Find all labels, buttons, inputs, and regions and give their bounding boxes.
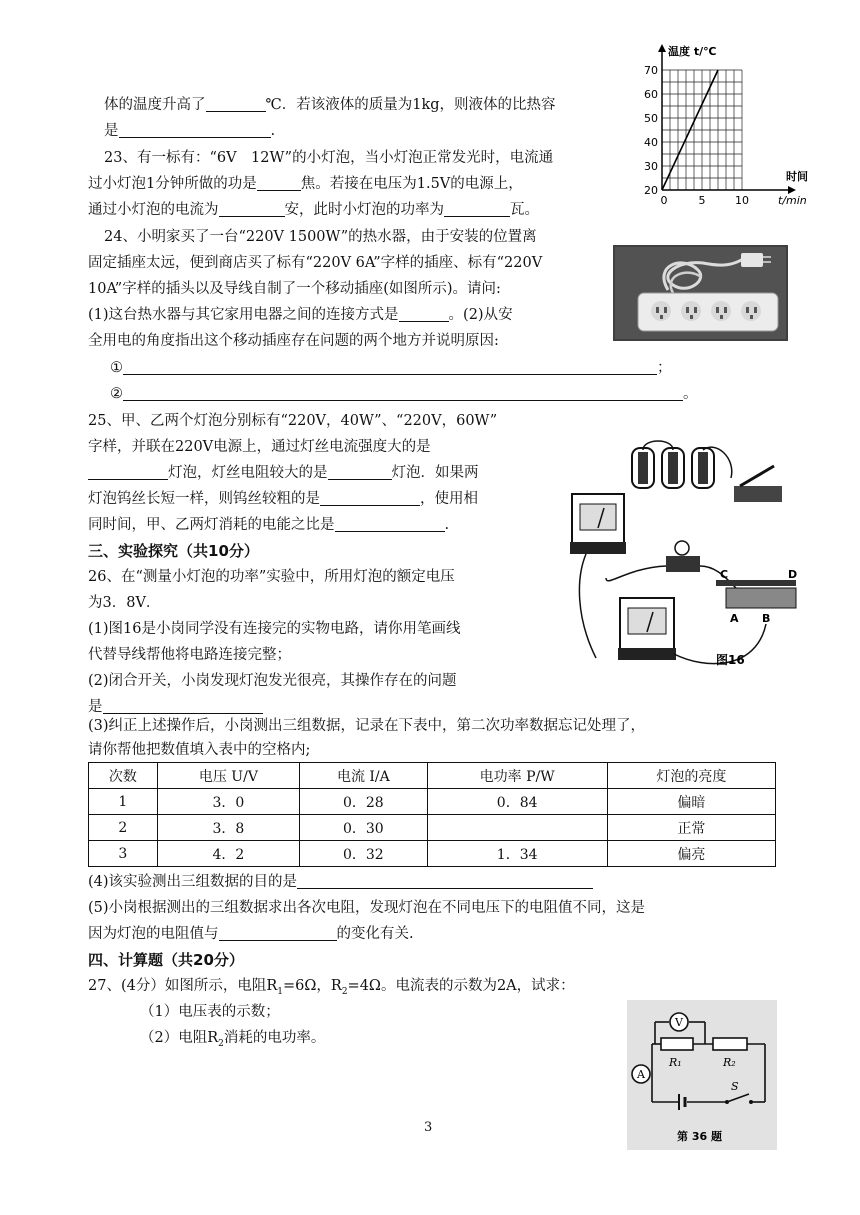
x-tick: 0 [660,194,668,207]
q26-line-9: (4)该实验测出三组数据的目的是 [88,872,593,892]
q25-line-5: 同时间，甲、乙两灯消耗的电能之比是 . [88,517,450,533]
svg-text:A: A [730,612,739,625]
figure-16-circuit [566,438,806,678]
q25-line-2: 字样，并联在220V电源上，通过灯丝电流强度大的是 [88,439,431,455]
q25-line-1: 25、甲、乙两个灯泡分别标有“220V，40W”、“220V，60W” [88,413,498,429]
section-4-heading: 四、计算题（共20分） [88,951,244,969]
y-tick: 50 [644,112,658,125]
answer-blank [335,516,445,532]
temperature-graph [640,40,820,210]
table-row [89,789,776,815]
switch [734,486,782,502]
table-cell: 3．0 [157,789,299,815]
answer-blank [103,698,263,714]
svg-text:B: B [762,612,771,625]
rheostat [726,588,796,608]
x-tick: 10 [735,194,749,207]
svg-text:V: V [675,1016,683,1029]
table-header-row [89,763,776,789]
y-tick: 40 [644,136,658,149]
table-cell: 0．28 [300,789,428,815]
answer-blank [297,873,593,889]
q27-line-1: 27、(4分）如图所示，电阻$R_1=6\Omega$，$R_2=4\Omega$。电流表的示数为2A，试求： [88,978,575,997]
figure-36-caption: 第 36 题 [677,1130,722,1143]
q22-line-1: 体的温度升高了 ℃．若该液体的质量为1kg，则液体的比热容 [104,97,556,113]
answer-blank [123,385,683,401]
answer-blank [399,306,449,322]
table-row [89,815,776,841]
table-cell: 3 [89,841,158,867]
y-tick: 20 [644,184,658,197]
svg-text:C: C [720,568,729,581]
table-cell-blank [427,815,607,841]
q24-line-1: 24、小明家买了一台“220V 1500W”的热水器，由于安装的位置离 [104,229,537,245]
resistor-r1 [661,1038,693,1050]
table-header-cell: 电功率 P/W [427,763,607,789]
answer-blank [444,201,510,217]
answer-blank [257,175,301,191]
table-cell: 0．32 [300,841,428,867]
q26-line-7: (3)纠正上述操作后，小岗测出三组数据，记录在下表中，第二次功率数据忘记处理了， [88,718,646,734]
section-3-heading: 三、实验探究（共10分） [88,542,259,560]
q24-line-4: (1)这台热水器与其它家用电器之间的连接方式是 。(2)从安 [88,307,513,323]
q26-line-5: (2)闭合开关，小岗发现灯泡发光很亮，其操作存在的问题 [88,673,457,689]
table-row [89,841,776,867]
svg-text:R₂: R₂ [723,1056,736,1069]
svg-text:S: S [731,1080,739,1093]
x-axis-label: t/min [778,194,807,207]
table-header-cell: 次数 [89,763,158,789]
table-cell: 2 [89,815,158,841]
x-axis-label-top: 时间 [786,170,808,183]
q26-line-11: 因为灯泡的电阻值与 的变化有关. [88,926,414,942]
q27-line-2: （1）电压表的示数； [140,1004,280,1020]
answer-blank [219,201,285,217]
table-header-cell: 电压 U/V [157,763,299,789]
q23-line-3: 通过小灯泡的电流为 安，此时小灯泡的功率为 瓦。 [88,202,539,218]
q25-line-3: 灯泡，灯丝电阻较大的是 灯泡．如果两 [88,463,479,483]
table-cell: 偏暗 [607,789,775,815]
q24-line-5: 全用电的角度指出这个移动插座存在问题的两个地方并说明原因: [88,333,499,349]
q26-line-8: 请你帮他把数值填入表中的空格内; [88,742,311,758]
q26-line-6: 是 [88,697,263,717]
answer-blank [206,96,266,112]
q22-line-2: 是 . [104,123,276,139]
table-header-cell: 灯泡的亮度 [607,763,775,789]
answer-blank [123,359,657,375]
q26-line-10: (5)小岗根据测出的三组数据求出各次电阻，发现灯泡在不同电压下的电阻值不同，这是 [88,900,646,916]
q23-line-1: 23、有一标有：“6V 12W”的小灯泡，当小灯泡正常发光时，电流通 [104,150,554,166]
y-tick: 70 [644,64,658,77]
table-cell: 3．8 [157,815,299,841]
q24-answer-2: ② 。 [110,386,698,402]
q26-line-2: 为3．8V． [88,595,161,611]
answer-blank [219,925,337,941]
table-cell: 0．30 [300,815,428,841]
q24-line-2: 固定插座太远，便到商店买了标有“220V 6A”字样的插座、标有“220V [88,255,543,271]
bulb-icon [675,541,689,555]
y-tick: 30 [644,160,658,173]
q24-answer-1: ① ； [110,360,672,376]
svg-text:D: D [788,568,798,581]
power-strip-photo [613,245,788,341]
table-header-cell: 电流 I/A [300,763,428,789]
resistor-r2 [713,1038,747,1050]
table-cell: 0．84 [427,789,607,815]
answer-blank [320,490,420,506]
data-table [88,762,776,867]
figure-36-circuit [627,1000,777,1150]
q26-line-3: (1)图16是小岗同学没有连接完的实物电路，请你用笔画线 [88,621,461,637]
y-tick: 60 [644,88,658,101]
table-cell: 偏亮 [607,841,775,867]
q25-line-4: 灯泡钨丝长短一样，则钨丝较粗的是 ，使用相 [88,491,478,507]
table-cell: 正常 [607,815,775,841]
answer-blank [119,122,271,138]
table-cell: 1．34 [427,841,607,867]
x-tick: 5 [698,194,706,207]
table-cell: 4．2 [157,841,299,867]
q26-line-4: 代替导线帮他将电路连接完整； [88,647,291,663]
svg-text:R₁: R₁ [669,1056,682,1069]
q23-line-2: 过小灯泡1分钟所做的功是 焦。若接在电压为1.5V的电源上， [88,176,523,192]
q24-line-3: 10A”字样的插头以及导线自制了一个移动插座(如图所示)。请问: [88,281,501,297]
answer-blank [328,464,392,480]
answer-blank [88,464,168,480]
figure-16-caption: 图16 [716,653,745,667]
y-axis-label: 温度 t/℃ [668,45,717,58]
q27-line-3: （2）电阻$R_2$消耗的电功率。 [140,1030,326,1049]
svg-text:A: A [637,1068,645,1081]
table-cell: 1 [89,789,158,815]
page-number: 3 [424,1120,433,1135]
q26-line-1: 26、在“测量小灯泡的功率”实验中，所用灯泡的额定电压 [88,569,455,585]
